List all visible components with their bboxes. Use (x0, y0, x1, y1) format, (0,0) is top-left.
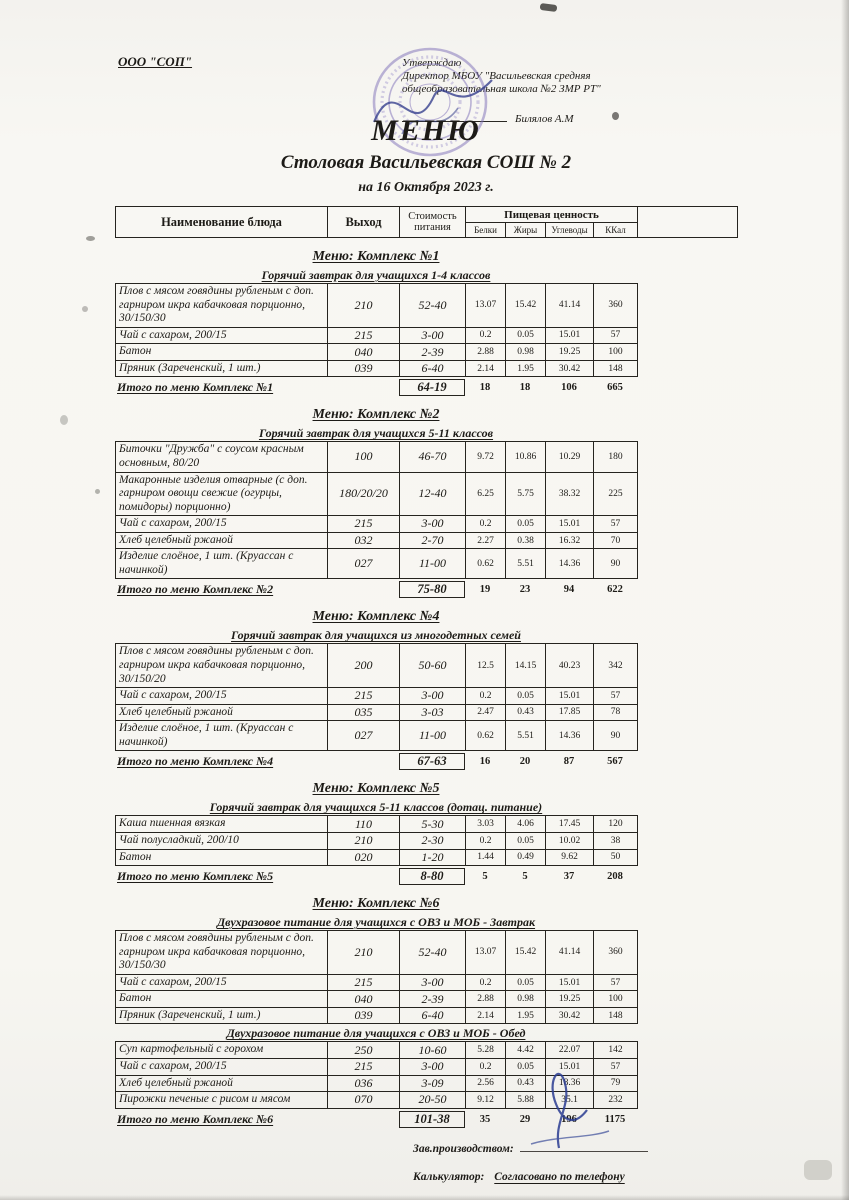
dish-fat: 0.43 (506, 704, 546, 721)
dish-protein: 13.07 (466, 284, 506, 328)
menu-table-body (116, 816, 638, 866)
dish-carbs: 15.01 (546, 688, 594, 705)
col-header-output: Выход (328, 207, 400, 238)
col-header-cost (400, 207, 466, 238)
dish-kcal: 180 (594, 442, 638, 472)
section-block (115, 915, 737, 1024)
dish-fat: 10.86 (506, 442, 546, 472)
section-title: Меню: Комплекс №4 (312, 609, 440, 625)
section-block (115, 268, 737, 377)
dish-output: 040 (328, 344, 400, 361)
dish-name: Чай с сахаром, 200/15 (116, 516, 328, 533)
dish-kcal: 57 (594, 974, 638, 991)
dish-cost: 3-00 (400, 974, 466, 991)
dish-fat: 1.95 (506, 360, 546, 377)
dish-protein: 2.14 (466, 360, 506, 377)
dish-carbs: 10.29 (546, 442, 594, 472)
dish-output: 035 (328, 704, 400, 721)
dish-fat: 5.51 (506, 549, 546, 579)
dish-kcal: 57 (594, 327, 638, 344)
section-block (115, 628, 737, 751)
total-carbs: 196 (561, 1113, 577, 1125)
dish-fat: 0.05 (506, 832, 546, 849)
dish-name: Батон (116, 849, 328, 866)
dish-cost: 3-00 (400, 1059, 466, 1076)
menu-table-body (116, 931, 638, 1024)
col-header-fat: Жиры (506, 223, 546, 238)
dish-name: Хлеб целебный ржаной (116, 704, 328, 721)
dish-output: 039 (328, 1007, 400, 1024)
dish-cost: 52-40 (400, 284, 466, 328)
dish-carbs: 30.42 (546, 360, 594, 377)
dish-carbs: 41.14 (546, 931, 594, 975)
dish-protein: 12.5 (466, 644, 506, 688)
dish-protein: 13.07 (466, 931, 506, 975)
dish-name: Плов с мясом говядины рубленым с доп. гарниром икра кабачковая порционно, 30/150/30 (116, 284, 328, 328)
menu-table (115, 441, 638, 579)
dish-cost: 3-00 (400, 327, 466, 344)
dish-carbs: 18.36 (546, 1075, 594, 1092)
dish-cost: 12-40 (400, 472, 466, 516)
dish-fat: 1.95 (506, 1007, 546, 1024)
dish-name: Чай с сахаром, 200/15 (116, 974, 328, 991)
scan-artifact (804, 1160, 832, 1180)
col-header-kcal: ККал (594, 223, 638, 238)
section-total-row (115, 581, 637, 598)
dish-row (116, 721, 638, 751)
dish-output: 032 (328, 532, 400, 549)
dish-kcal: 342 (594, 644, 638, 688)
calculator-value: Согласовано по телефону (494, 1170, 625, 1183)
dish-protein: 0.62 (466, 721, 506, 751)
dish-name: Пряник (Зареченский, 1 шт.) (116, 360, 328, 377)
dish-row (116, 442, 638, 472)
dish-output: 036 (328, 1075, 400, 1092)
scan-edge-shadow (0, 1195, 849, 1200)
header-empty-cell (638, 207, 738, 238)
col-header-protein: Белки (466, 223, 506, 238)
dish-cost: 10-60 (400, 1042, 466, 1059)
dish-cost: 6-40 (400, 360, 466, 377)
dish-output: 070 (328, 1092, 400, 1109)
manager-signature-icon (503, 1064, 613, 1154)
dish-row (116, 360, 638, 377)
dish-kcal: 100 (594, 344, 638, 361)
dish-row (116, 1042, 638, 1059)
dish-output: 040 (328, 991, 400, 1008)
dish-output: 200 (328, 644, 400, 688)
dish-row (116, 931, 638, 975)
dish-row (116, 991, 638, 1008)
dish-fat: 4.06 (506, 816, 546, 833)
dish-name: Пряник (Зареченский, 1 шт.) (116, 1007, 328, 1024)
menu-section (115, 896, 737, 1128)
dish-fat: 5.51 (506, 721, 546, 751)
total-label: Итого по меню Комплекс №6 (117, 1111, 274, 1126)
total-label: Итого по меню Комплекс №4 (117, 754, 274, 769)
dish-carbs: 41.14 (546, 284, 594, 328)
dish-output: 215 (328, 327, 400, 344)
menu-table-body (116, 284, 638, 377)
dish-name: Изделие слоёное, 1 шт. (Круассан с начинкой) (116, 549, 328, 579)
dish-carbs: 9.62 (546, 849, 594, 866)
section-total-row (115, 379, 637, 396)
dish-row (116, 644, 638, 688)
dish-carbs: 17.45 (546, 816, 594, 833)
total-cost: 64-19 (399, 379, 465, 396)
dish-name: Хлеб целебный ржаной (116, 532, 328, 549)
section-block (115, 426, 737, 579)
total-fat: 23 (519, 584, 531, 596)
dish-output: 210 (328, 931, 400, 975)
dish-row (116, 516, 638, 533)
total-fat: 29 (519, 1113, 531, 1125)
dish-name: Хлеб целебный ржаной (116, 1075, 328, 1092)
dish-output: 180/20/20 (328, 472, 400, 516)
dish-name: Батон (116, 344, 328, 361)
organization-name: ООО "СОП" (118, 54, 193, 69)
total-carbs: 106 (561, 382, 577, 394)
total-carbs: 87 (563, 756, 575, 768)
columns-header-table (115, 206, 738, 238)
total-carbs: 37 (563, 871, 575, 883)
section-title: Меню: Комплекс №2 (312, 407, 440, 423)
dish-fat: 5.75 (506, 472, 546, 516)
dish-fat: 0.05 (506, 974, 546, 991)
total-protein: 16 (479, 756, 491, 768)
dish-output: 027 (328, 549, 400, 579)
dish-row (116, 688, 638, 705)
approval-line: Директор МБОУ "Васильевская средняя (402, 70, 591, 82)
total-kcal: 622 (607, 584, 623, 596)
section-subtitle: Горячий завтрак для учащихся 1-4 классов (261, 268, 491, 282)
section-subtitle: Двухразовое питание для учащихся с ОВЗ и МОБ - Обед (226, 1026, 526, 1041)
menu-section (115, 609, 737, 770)
dish-protein: 9.72 (466, 442, 506, 472)
dish-cost: 46-70 (400, 442, 466, 472)
dish-kcal: 142 (594, 1042, 638, 1059)
total-protein: 19 (479, 584, 491, 596)
dish-kcal: 57 (594, 516, 638, 533)
dish-kcal: 100 (594, 991, 638, 1008)
dish-kcal: 50 (594, 849, 638, 866)
menu-section (115, 781, 737, 885)
col-header-nutrition: Пищевая ценность (466, 207, 638, 223)
scan-artifact (95, 489, 100, 494)
scan-artifact (86, 236, 95, 241)
dish-carbs: 19.25 (546, 344, 594, 361)
dish-output: 210 (328, 832, 400, 849)
dish-protein: 1.44 (466, 849, 506, 866)
dish-kcal: 57 (594, 688, 638, 705)
section-title: Меню: Комплекс №6 (312, 896, 440, 912)
dish-name: Чай с сахаром, 200/15 (116, 688, 328, 705)
footer-block (413, 1142, 743, 1183)
dish-protein: 2.47 (466, 704, 506, 721)
dish-protein: 2.88 (466, 344, 506, 361)
dish-name: Биточки "Дружба" с соусом красным основным, 80/20 (116, 442, 328, 472)
menu-table (115, 815, 638, 866)
dish-output: 100 (328, 442, 400, 472)
col-header-carbs: Углеводы (546, 223, 594, 238)
dish-carbs: 15.01 (546, 1059, 594, 1076)
total-kcal: 567 (607, 756, 623, 768)
dish-carbs: 19.25 (546, 991, 594, 1008)
dish-name: Пирожки печеные с рисом и мясом (116, 1092, 328, 1109)
total-cost: 67-63 (399, 753, 465, 770)
approver-name: Билялов А.М (515, 113, 574, 125)
menu-section (115, 249, 737, 396)
dish-row (116, 327, 638, 344)
dish-kcal: 79 (594, 1075, 638, 1092)
dish-cost: 5-30 (400, 816, 466, 833)
total-protein: 35 (479, 1113, 491, 1125)
dish-fat: 5.88 (506, 1092, 546, 1109)
dish-row (116, 472, 638, 516)
dish-fat: 4.42 (506, 1042, 546, 1059)
dish-fat: 0.98 (506, 344, 546, 361)
total-kcal: 1175 (604, 1113, 626, 1125)
dish-protein: 5.28 (466, 1042, 506, 1059)
dish-carbs: 38.32 (546, 472, 594, 516)
dish-output: 215 (328, 688, 400, 705)
dish-row (116, 704, 638, 721)
dish-protein: 0.62 (466, 549, 506, 579)
dish-cost: 3-00 (400, 516, 466, 533)
document-content (115, 0, 737, 1183)
dish-fat: 0.05 (506, 327, 546, 344)
dish-cost: 2-70 (400, 532, 466, 549)
dish-kcal: 70 (594, 532, 638, 549)
section-block (115, 1026, 737, 1108)
dish-carbs: 35.1 (546, 1092, 594, 1109)
dish-fat: 0.05 (506, 688, 546, 705)
section-subtitle: Двухразовое питание для учащихся с ОВЗ и МОБ - Завтрак (216, 915, 536, 930)
dish-row (116, 849, 638, 866)
menu-table-body (116, 644, 638, 751)
dish-cost: 11-00 (400, 721, 466, 751)
dish-cost: 11-00 (400, 549, 466, 579)
dish-carbs: 17.85 (546, 704, 594, 721)
dish-kcal: 360 (594, 284, 638, 328)
menu-table (115, 283, 638, 377)
dish-cost: 3-03 (400, 704, 466, 721)
total-label: Итого по меню Комплекс №2 (117, 582, 274, 597)
dish-protein: 9.12 (466, 1092, 506, 1109)
dish-row (116, 284, 638, 328)
dish-protein: 2.14 (466, 1007, 506, 1024)
section-total-row (115, 753, 637, 770)
section-subtitle: Горячий завтрак для учащихся из многодетных семей (231, 628, 521, 643)
dish-output: 110 (328, 816, 400, 833)
dish-row (116, 832, 638, 849)
dish-name: Плов с мясом говядины рубленым с доп. гарниром икра кабачковая порционно, 30/150/30 (116, 931, 328, 975)
dish-row (116, 1007, 638, 1024)
dish-carbs: 40.23 (546, 644, 594, 688)
dish-fat: 15.42 (506, 284, 546, 328)
dish-output: 020 (328, 849, 400, 866)
dish-output: 210 (328, 284, 400, 328)
dish-carbs: 22.07 (546, 1042, 594, 1059)
dish-kcal: 360 (594, 931, 638, 975)
total-protein: 5 (482, 871, 488, 883)
dish-row (116, 532, 638, 549)
dish-output: 215 (328, 1059, 400, 1076)
dish-cost: 50-60 (400, 644, 466, 688)
scan-artifact (612, 112, 619, 120)
dish-carbs: 10.02 (546, 832, 594, 849)
col-header-dish-name: Наименование блюда (116, 207, 328, 238)
dish-row (116, 974, 638, 991)
dish-kcal: 225 (594, 472, 638, 516)
dish-kcal: 148 (594, 360, 638, 377)
dish-cost: 2-39 (400, 344, 466, 361)
total-fat: 20 (519, 756, 531, 768)
manager-label: Зав.производством: (413, 1142, 514, 1155)
total-fat: 5 (522, 871, 528, 883)
dish-kcal: 90 (594, 721, 638, 751)
total-label: Итого по меню Комплекс №1 (117, 380, 274, 395)
dish-carbs: 15.01 (546, 327, 594, 344)
dish-row (116, 549, 638, 579)
dish-kcal: 38 (594, 832, 638, 849)
dish-protein: 0.2 (466, 327, 506, 344)
section-block (115, 800, 737, 866)
dish-carbs: 30.42 (546, 1007, 594, 1024)
dish-protein: 0.2 (466, 516, 506, 533)
dish-protein: 6.25 (466, 472, 506, 516)
dish-output: 215 (328, 974, 400, 991)
dish-carbs: 14.36 (546, 721, 594, 751)
total-fat: 18 (519, 382, 531, 394)
dish-protein: 2.88 (466, 991, 506, 1008)
dish-protein: 2.56 (466, 1075, 506, 1092)
dish-carbs: 15.01 (546, 974, 594, 991)
dish-kcal: 120 (594, 816, 638, 833)
scan-edge-shadow (841, 0, 849, 1200)
col-header-cost-line2: питания (414, 222, 451, 233)
dish-row (116, 816, 638, 833)
col-header-cost-line1: Стоимость (408, 211, 457, 222)
section-total-row (115, 868, 637, 885)
menu-table (115, 930, 638, 1024)
dish-row (116, 344, 638, 361)
dish-cost: 1-20 (400, 849, 466, 866)
approval-line: общеобразовательная школа №2 ЗМР РТ" (402, 83, 601, 95)
dish-output: 215 (328, 516, 400, 533)
dish-output: 039 (328, 360, 400, 377)
dish-fat: 0.05 (506, 1059, 546, 1076)
calculator-label: Калькулятор: (413, 1170, 485, 1183)
dish-protein: 3.03 (466, 816, 506, 833)
total-cost: 8-80 (399, 868, 465, 885)
total-cost: 75-80 (399, 581, 465, 598)
menu-table (115, 643, 638, 751)
dish-name: Чай полусладкий, 200/10 (116, 832, 328, 849)
dish-protein: 0.2 (466, 832, 506, 849)
dish-kcal: 232 (594, 1092, 638, 1109)
page-title: МЕНЮ (371, 114, 481, 147)
dish-cost: 6-40 (400, 1007, 466, 1024)
dish-cost: 20-50 (400, 1092, 466, 1109)
dish-carbs: 15.01 (546, 516, 594, 533)
scan-artifact (82, 306, 88, 312)
menu-section (115, 407, 737, 598)
dish-name: Суп картофельный с горохом (116, 1042, 328, 1059)
calculator-row (413, 1171, 743, 1183)
dish-name: Макаронные изделия отварные (с доп. гарниром овощи свежие (огурцы, помидоры) порционно) (116, 472, 328, 516)
dish-name: Чай с сахаром, 200/15 (116, 327, 328, 344)
total-label: Итого по меню Комплекс №5 (117, 869, 274, 884)
dish-fat: 0.49 (506, 849, 546, 866)
dish-protein: 0.2 (466, 688, 506, 705)
dish-cost: 3-00 (400, 688, 466, 705)
dish-cost: 2-39 (400, 991, 466, 1008)
section-title: Меню: Комплекс №5 (312, 781, 440, 797)
menu-date: на 16 Октября 2023 г. (358, 180, 494, 195)
dish-protein: 2.27 (466, 532, 506, 549)
dish-protein: 0.2 (466, 1059, 506, 1076)
dish-name: Чай с сахаром, 200/15 (116, 1059, 328, 1076)
dish-fat: 0.98 (506, 991, 546, 1008)
dish-name: Плов с мясом говядины рубленым с доп. гарниром икра кабачковая порционно, 30/150/20 (116, 644, 328, 688)
dish-output: 250 (328, 1042, 400, 1059)
dish-fat: 0.05 (506, 516, 546, 533)
section-title: Меню: Комплекс №1 (312, 249, 440, 264)
total-kcal: 208 (607, 871, 623, 883)
section-subtitle: Горячий завтрак для учащихся 5-11 классов (258, 426, 494, 441)
dish-name: Изделие слоёное, 1 шт. (Круассан с начинкой) (116, 721, 328, 751)
dish-name: Батон (116, 991, 328, 1008)
menu-sections (115, 249, 737, 1128)
total-kcal: 665 (607, 382, 623, 394)
dish-fat: 14.15 (506, 644, 546, 688)
scan-artifact (60, 415, 68, 425)
menu-table-body (116, 442, 638, 579)
dish-protein: 0.2 (466, 974, 506, 991)
dish-fat: 15.42 (506, 931, 546, 975)
dish-kcal: 90 (594, 549, 638, 579)
dish-cost: 2-30 (400, 832, 466, 849)
page-subtitle: Столовая Васильевская СОШ № 2 (280, 152, 572, 173)
dish-name: Каша пшенная вязкая (116, 816, 328, 833)
approval-line: Утверждаю (402, 57, 462, 69)
total-carbs: 94 (563, 584, 575, 596)
dish-kcal: 148 (594, 1007, 638, 1024)
total-protein: 18 (479, 382, 491, 394)
dish-kcal: 57 (594, 1059, 638, 1076)
dish-carbs: 14.36 (546, 549, 594, 579)
section-subtitle: Горячий завтрак для учащихся 5-11 классов (дотац. питание) (209, 800, 543, 815)
dish-fat: 0.38 (506, 532, 546, 549)
dish-output: 027 (328, 721, 400, 751)
dish-carbs: 16.32 (546, 532, 594, 549)
dish-kcal: 78 (594, 704, 638, 721)
dish-cost: 52-40 (400, 931, 466, 975)
total-cost: 101-38 (399, 1111, 465, 1128)
dish-cost: 3-09 (400, 1075, 466, 1092)
dish-fat: 0.43 (506, 1075, 546, 1092)
